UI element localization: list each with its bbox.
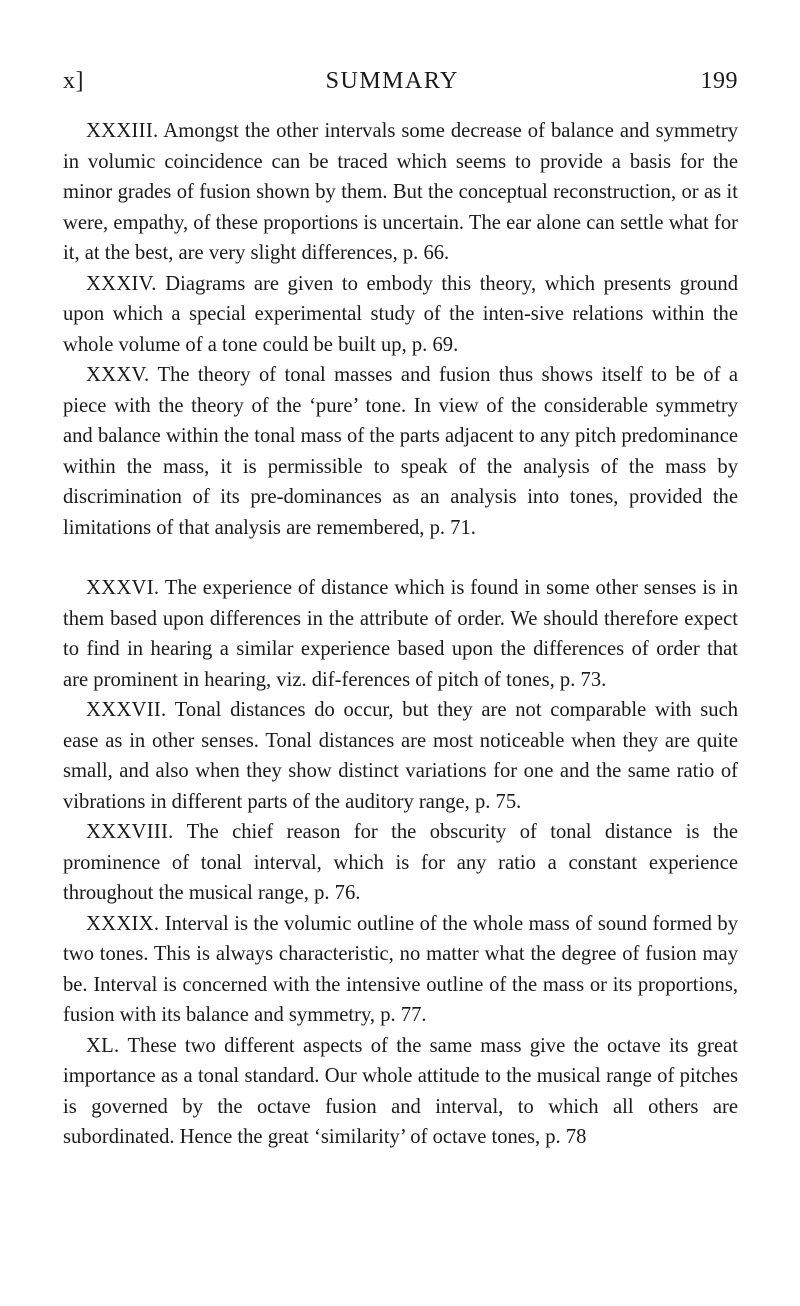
paragraph-xxxviii bbox=[63, 817, 738, 909]
paragraph-text: Amongst the other intervals some decrease of balance and symmetry in volumic coincidence can be traced which seems to provide a basis for the minor grades of fusion shown by them. But the conceptual reconstruction, or as it were, empathy, of these proportions is uncertain. The ear alone can settle what for it, at the best, are very slight differences, p. 66. bbox=[63, 120, 739, 264]
paragraph-number: XXXVIII. bbox=[86, 821, 174, 843]
paragraph-xxxix bbox=[63, 909, 738, 1031]
chapter-marker: x] bbox=[63, 68, 84, 94]
running-head bbox=[63, 68, 738, 108]
paragraph-number: XXXV. bbox=[86, 364, 150, 386]
paragraph-xl bbox=[63, 1031, 738, 1153]
page-title: SUMMARY bbox=[325, 68, 459, 94]
paragraph-text: The chief reason for the obscurity of tonal distance is the prominence of tonal interval, which is for any ratio a constant experience throughout the musical range, p. 76. bbox=[63, 821, 739, 904]
paragraph-xxxvii bbox=[63, 695, 738, 817]
paragraph-text: Diagrams are given to embody this theory, which presents ground upon which a special experimental study of the inten-sive relations within the whole volume of a tone could be built up, p. 69. bbox=[63, 272, 738, 356]
paragraph-text: Tonal distances do occur, but they are not comparable with such ease as in other senses. Tonal distances are most noticeable when they are quite small, and also when they show distinct variations for one and the same ratio of vibrations in different parts of the auditory range, p. 75. bbox=[63, 699, 739, 813]
paragraph-text: Interval is the volumic outline of the whole mass of sound formed by two tones. This is always characteristic, no matter what the degree of fusion may be. Interval is concerned with the intensive outline of the mass or its proportions, fusion with its balance and symmetry, p. 77. bbox=[63, 912, 738, 1026]
paragraph-xxxv bbox=[63, 360, 738, 543]
paragraph-number: XXXIX. bbox=[86, 912, 160, 935]
paragraph-number: XL. bbox=[86, 1034, 120, 1057]
paragraph-xxxvi bbox=[63, 573, 738, 695]
paragraph-number: XXXVII. bbox=[86, 699, 167, 721]
paragraph-text: These two different aspects of the same mass give the octave its great importance as a tonal standard. Our whole attitude to the musical range of pitches is governed by the octave fusion and interval, to which all others are subordinated. Hence the great ‘similarity’ of octave tones, p. 78 bbox=[63, 1034, 738, 1148]
paragraph-number: XXXVI. bbox=[86, 577, 160, 599]
paragraph-number: XXXIII. bbox=[86, 120, 159, 142]
paragraph-xxxiii bbox=[63, 116, 738, 269]
paragraph-number: XXXIV. bbox=[86, 272, 157, 295]
paragraph-xxxiv bbox=[63, 269, 738, 361]
paragraph-text: The theory of tonal masses and fusion thus shows itself to be of a piece with the theory of the ‘pure’ tone. In view of the considerable symmetry and balance within the tonal mass of the parts adjacent to any pitch predominance within the mass, it is permissible to speak of the analysis of the mass by discrimination of its pre-dominances as an analysis into tones, provided the limitations of that analysis are remembered, p. 71. bbox=[63, 364, 738, 539]
summary-body bbox=[63, 116, 738, 1153]
page-number: 199 bbox=[700, 68, 738, 94]
paragraph-text: The experience of distance which is found in some other senses is in them based upon differences in the attribute of order. We should therefore expect to find in hearing a similar experience based upon the differences of order that are prominent in hearing, viz. dif-ferences of pitch of tones, p. 73. bbox=[63, 577, 739, 691]
